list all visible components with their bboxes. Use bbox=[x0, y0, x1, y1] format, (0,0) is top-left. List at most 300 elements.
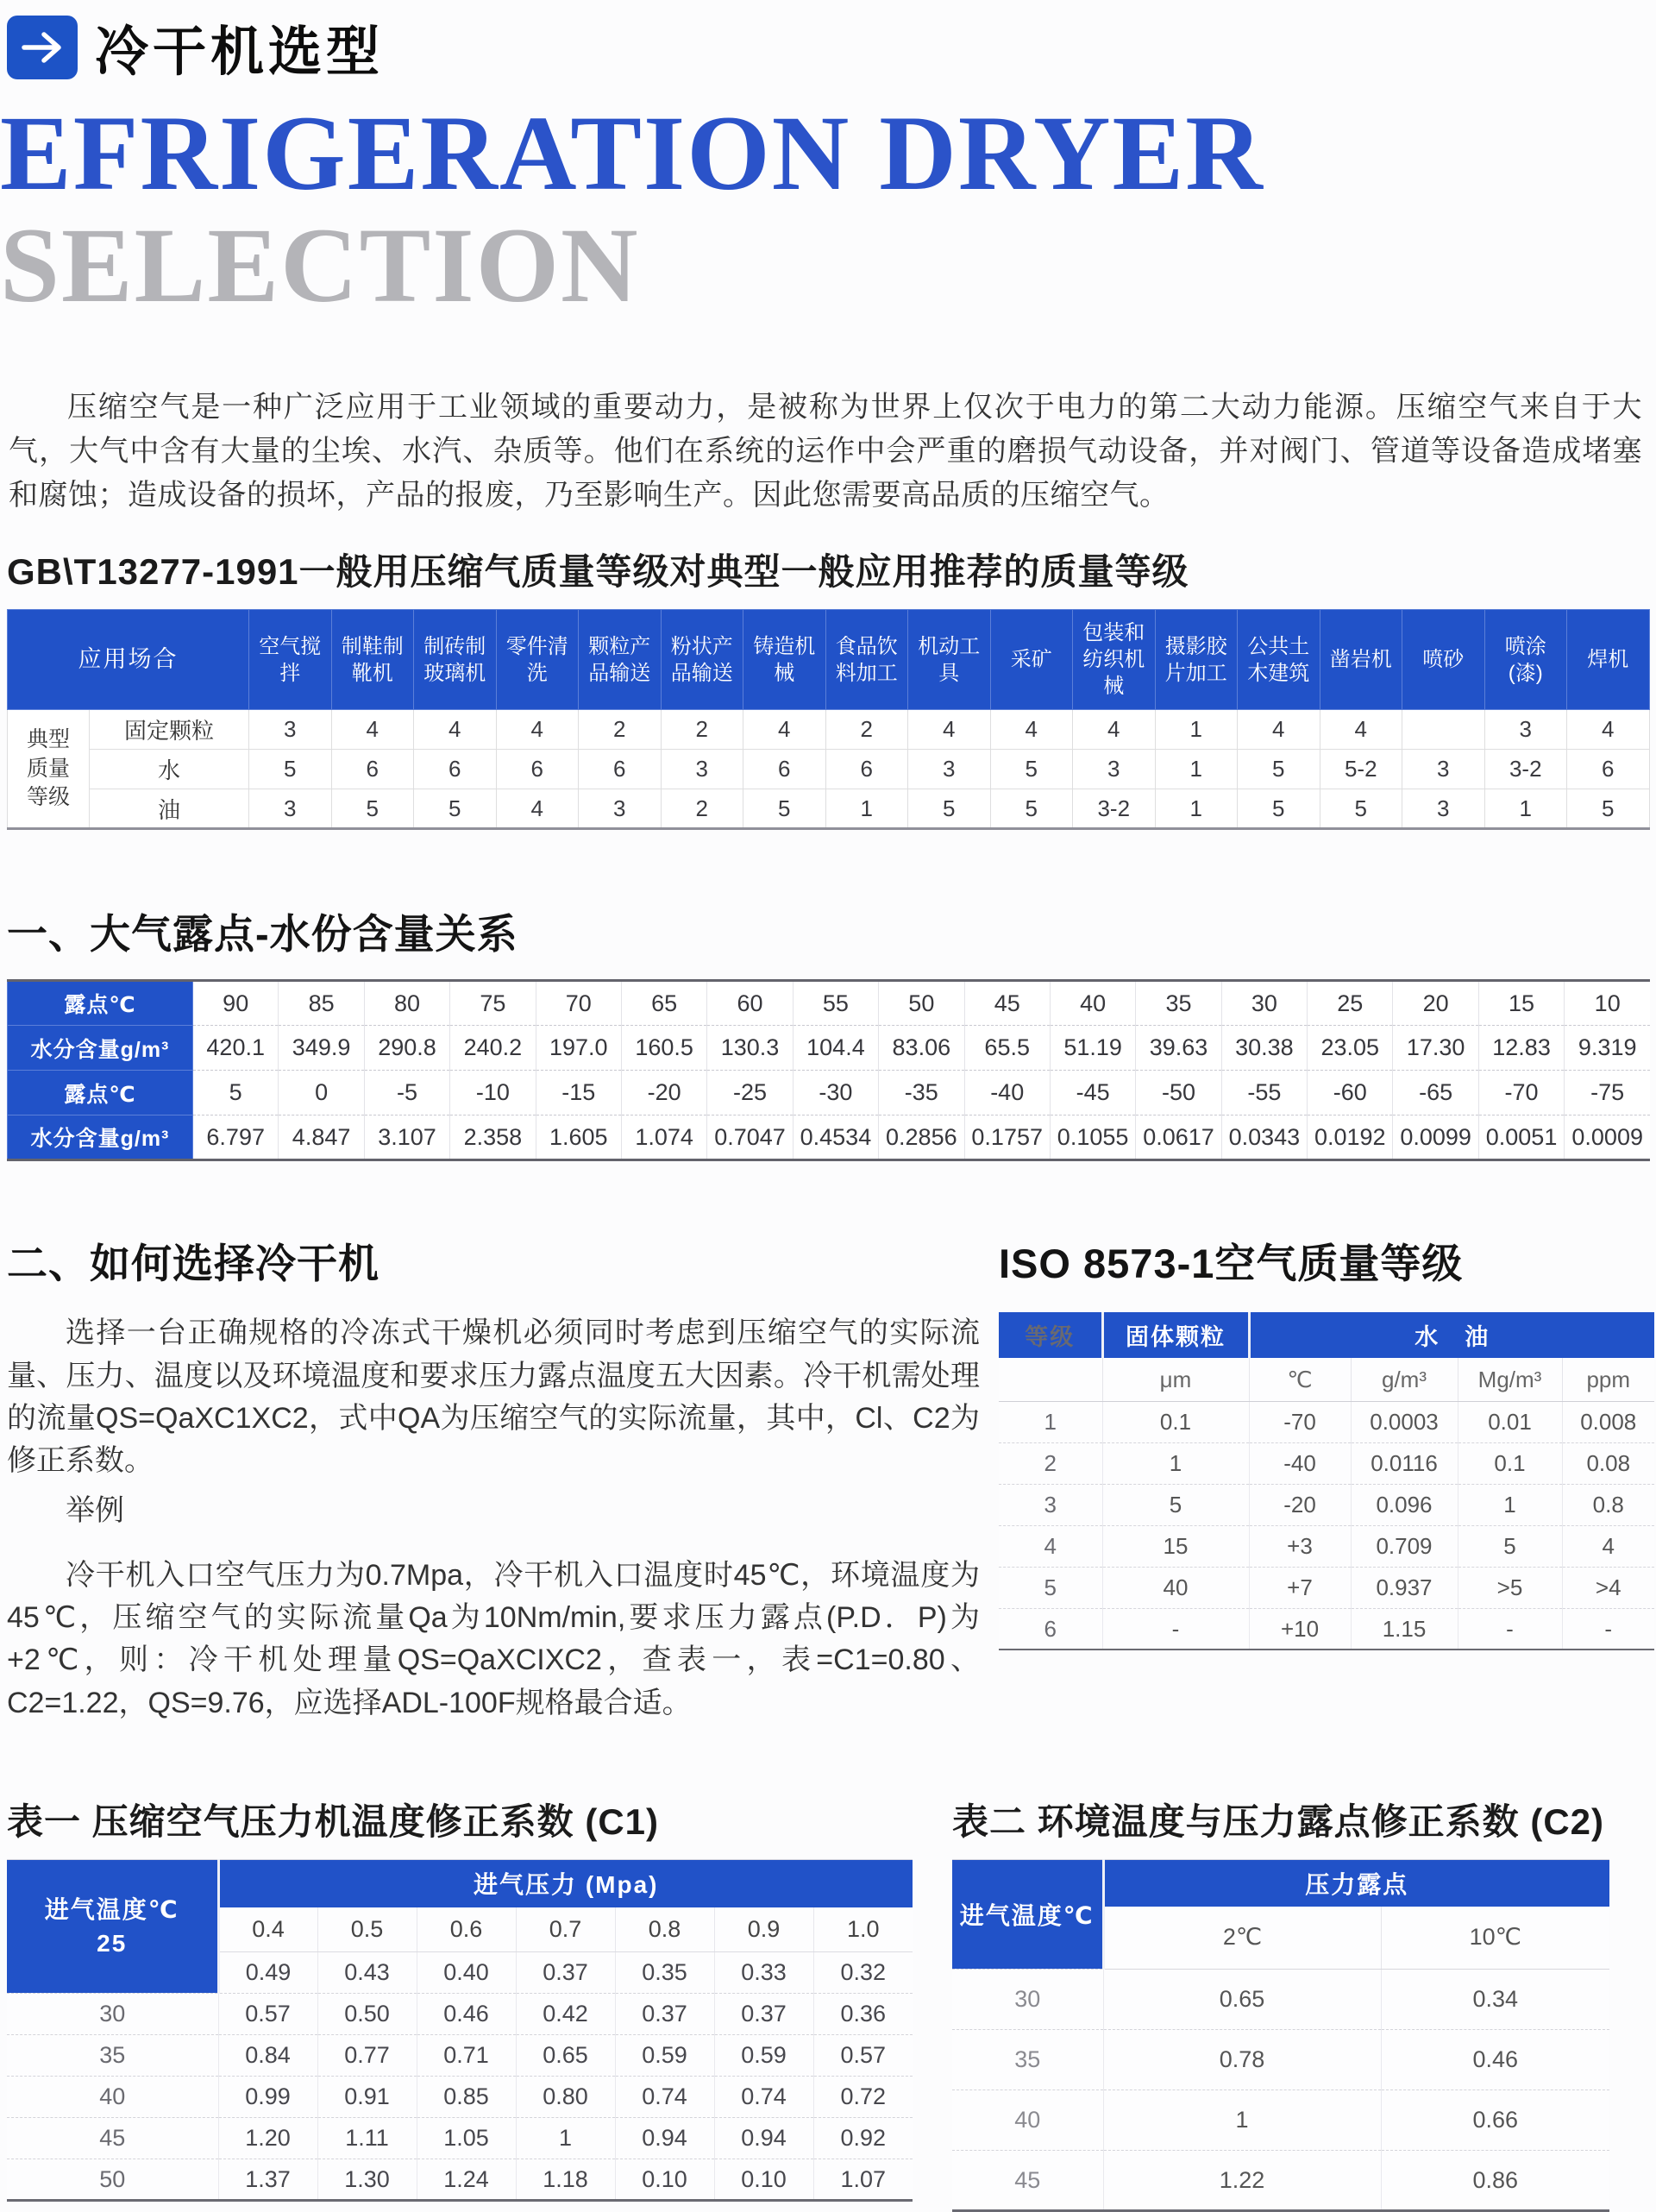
dew-cell: 0.4534 bbox=[793, 1115, 878, 1160]
c1-cell: 1.05 bbox=[417, 2118, 516, 2159]
dew-cell: -35 bbox=[879, 1071, 964, 1115]
c1-data-row bbox=[7, 2159, 913, 2201]
gb-cell: 4 bbox=[331, 710, 414, 750]
dew-cell: 75 bbox=[450, 981, 536, 1026]
c1-cell: 0.37 bbox=[615, 1994, 714, 2035]
c1-cell: 0.74 bbox=[714, 2077, 813, 2118]
gb-cell: 6 bbox=[579, 750, 662, 789]
middle-two-columns bbox=[7, 1232, 1647, 1725]
gb-cell: 5 bbox=[1567, 789, 1650, 829]
gb-cell: 3 bbox=[908, 750, 991, 789]
intro-paragraph: 压缩空气是一种广泛应用于工业领域的重要动力，是被称为世界上仅次于电力的第二大动力能源。压缩空气来自于大气，大气中含有大量的尘埃、水汽、杂质等。他们在系统的运作中会严重的磨损气动设备，并对阀门、管道等设备造成堵塞和腐蚀；造成设备的损坏，产品的报废，乃至影响生产。因此您需要高品质的压缩空气。 bbox=[9, 391, 1642, 512]
section1-title: 一、大气露点-水份含量关系 bbox=[7, 911, 518, 958]
iso-cell: - bbox=[1562, 1608, 1654, 1650]
dew-row-label: 水分含量g/m³ bbox=[8, 1026, 193, 1071]
gb-cell: 4 bbox=[990, 710, 1073, 750]
gb-cell: 5 bbox=[1320, 789, 1402, 829]
c1-corner-line1: 进气温度℃ bbox=[44, 1895, 179, 1923]
dew-cell: 6.797 bbox=[193, 1115, 279, 1160]
gb-cell: 5 bbox=[908, 789, 991, 829]
gb-cell: 6 bbox=[825, 750, 908, 789]
iso-unit-label: ℃ bbox=[1249, 1358, 1351, 1401]
dew-cell: 0.1055 bbox=[1050, 1115, 1135, 1160]
c1-temp-cell: 35 bbox=[7, 2035, 218, 2077]
c1-cell: 0.59 bbox=[714, 2035, 813, 2077]
c1-data-row bbox=[7, 2118, 913, 2159]
dew-cell: 39.63 bbox=[1136, 1026, 1221, 1071]
gb-cell: 3 bbox=[249, 789, 332, 829]
iso-header-row bbox=[999, 1312, 1654, 1358]
dew-row-label: 水分含量g/m³ bbox=[8, 1115, 193, 1160]
gb-column-header: 制鞋制靴机 bbox=[331, 610, 414, 710]
dew-cell: 0.0192 bbox=[1308, 1115, 1393, 1160]
iso-cell: 40 bbox=[1102, 1567, 1249, 1608]
iso-cell: 0.937 bbox=[1351, 1567, 1458, 1608]
dew-cell: 420.1 bbox=[193, 1026, 279, 1071]
gb-column-header: 喷涂(漆) bbox=[1484, 610, 1567, 710]
dew-cell: 0.1757 bbox=[964, 1115, 1050, 1160]
iso-cell: - bbox=[1458, 1608, 1562, 1650]
c2-table-title: 表二 环境温度与压力露点修正系数 (C2) bbox=[952, 1801, 1605, 1843]
dew-cell: 349.9 bbox=[279, 1026, 364, 1071]
c1-corner-cell bbox=[7, 1860, 218, 1994]
c1-cell: 1.07 bbox=[813, 2159, 913, 2201]
gb-cell: 4 bbox=[908, 710, 991, 750]
c1-cell: 0.43 bbox=[317, 1952, 417, 1994]
iso-cell: +10 bbox=[1249, 1608, 1351, 1650]
iso-cell: 0.1 bbox=[1458, 1442, 1562, 1484]
gb-cell: 1 bbox=[1155, 789, 1238, 829]
c2-cell: 0.78 bbox=[1103, 2030, 1381, 2090]
gb-cell: 6 bbox=[414, 750, 497, 789]
c2-temp-cell: 30 bbox=[952, 1970, 1103, 2030]
c2-corner-cell: 进气温度℃ bbox=[952, 1860, 1103, 1970]
c1-data-row bbox=[7, 2077, 913, 2118]
c1-cell: 0.92 bbox=[813, 2118, 913, 2159]
iso-cell: 1 bbox=[999, 1401, 1102, 1442]
iso-units-row bbox=[999, 1358, 1654, 1401]
c1-corner-line2: 25 bbox=[97, 1930, 128, 1957]
gb-cell: 1 bbox=[1484, 789, 1567, 829]
dew-table-row bbox=[8, 1026, 1651, 1071]
iso-cell: >5 bbox=[1458, 1567, 1562, 1608]
c1-cell: 0.50 bbox=[317, 1994, 417, 2035]
arrow-right-icon bbox=[7, 16, 78, 79]
c1-pressure-value: 0.9 bbox=[714, 1907, 813, 1952]
c1-data-row bbox=[7, 1994, 913, 2035]
dew-cell: -5 bbox=[364, 1071, 449, 1115]
dew-cell: 12.83 bbox=[1478, 1026, 1564, 1071]
c2-header-row bbox=[952, 1860, 1609, 1907]
bottom-two-columns bbox=[7, 1794, 1647, 2212]
c1-cell: 0.80 bbox=[516, 2077, 615, 2118]
iso-cell: 0.0116 bbox=[1351, 1442, 1458, 1484]
dew-cell: 85 bbox=[279, 981, 364, 1026]
c1-correction-table bbox=[7, 1859, 913, 2202]
c2-cell: 0.66 bbox=[1381, 2090, 1609, 2151]
c2-data-row bbox=[952, 2090, 1609, 2151]
iso-unit-label: g/m³ bbox=[1351, 1358, 1458, 1401]
gb-column-header: 颗粒产品输送 bbox=[579, 610, 662, 710]
dew-cell: 25 bbox=[1308, 981, 1393, 1026]
iso-unit-blank bbox=[999, 1358, 1102, 1401]
gb-table-title: GB\T13277-1991一般用压缩气质量等级对典型一般应用推荐的质量等级 bbox=[7, 551, 1189, 593]
iso-unit-label: μm bbox=[1102, 1358, 1249, 1401]
dew-cell: 0.0617 bbox=[1136, 1115, 1221, 1160]
c1-header-row bbox=[7, 1860, 913, 1907]
iso-cell: 0.8 bbox=[1562, 1484, 1654, 1525]
iso-cell: 1 bbox=[1458, 1484, 1562, 1525]
c1-cell: 0.46 bbox=[417, 1994, 516, 2035]
section2-title: 二、如何选择冷干机 bbox=[7, 1241, 380, 1287]
iso-column bbox=[999, 1232, 1654, 1725]
gb-column-header: 采矿 bbox=[990, 610, 1073, 710]
gb-column-header: 粉状产品输送 bbox=[661, 610, 743, 710]
iso-cell: -20 bbox=[1249, 1484, 1351, 1525]
gb-table-row bbox=[8, 710, 1650, 750]
gb-cell: 3-2 bbox=[1484, 750, 1567, 789]
c1-cell: 0.57 bbox=[218, 1994, 317, 2035]
iso-cell: -70 bbox=[1249, 1401, 1351, 1442]
dew-cell: 2.358 bbox=[450, 1115, 536, 1160]
gb-row-label: 固定颗粒 bbox=[90, 710, 249, 750]
dew-cell: 83.06 bbox=[879, 1026, 964, 1071]
c1-pressure-value: 0.6 bbox=[417, 1907, 516, 1952]
iso-cell: 5 bbox=[999, 1567, 1102, 1608]
iso-cell: 0.709 bbox=[1351, 1525, 1458, 1567]
c1-cell: 0.74 bbox=[615, 2077, 714, 2118]
iso-cell: 0.096 bbox=[1351, 1484, 1458, 1525]
gb-column-header: 凿岩机 bbox=[1320, 610, 1402, 710]
c2-cell: 0.34 bbox=[1381, 1970, 1609, 2030]
gb-column-header: 机动工具 bbox=[908, 610, 991, 710]
gb-cell: 2 bbox=[661, 789, 743, 829]
c1-cell: 0.77 bbox=[317, 2035, 417, 2077]
c2-cell: 0.46 bbox=[1381, 2030, 1609, 2090]
dew-cell: 4.847 bbox=[279, 1115, 364, 1160]
iso-cell: 0.01 bbox=[1458, 1401, 1562, 1442]
c1-cell: 0.36 bbox=[813, 1994, 913, 2035]
dew-cell: 0.0099 bbox=[1393, 1115, 1478, 1160]
iso-cell: +3 bbox=[1249, 1525, 1351, 1567]
c1-pressure-value: 0.4 bbox=[218, 1907, 317, 1952]
dew-cell: 0.7047 bbox=[707, 1115, 793, 1160]
dew-table-row bbox=[8, 1115, 1651, 1160]
c1-cell: 0.32 bbox=[813, 1952, 913, 1994]
gb-cell: 5 bbox=[249, 750, 332, 789]
iso-cell: 5 bbox=[1102, 1484, 1249, 1525]
iso-cell: >4 bbox=[1562, 1567, 1654, 1608]
gb-row-label: 水 bbox=[90, 750, 249, 789]
c1-pressure-span-header: 进气压力 (Mpa) bbox=[218, 1860, 913, 1907]
iso-cell: 1 bbox=[1102, 1442, 1249, 1484]
iso-data-row bbox=[999, 1442, 1654, 1484]
c2-data-row bbox=[952, 1970, 1609, 2030]
gb-cell: 2 bbox=[579, 710, 662, 750]
page-title: 冷干机选型 bbox=[95, 22, 385, 82]
c1-cell: 0.99 bbox=[218, 2077, 317, 2118]
iso-cell: -40 bbox=[1249, 1442, 1351, 1484]
dew-cell: 9.319 bbox=[1565, 1026, 1650, 1071]
gb-cell: 5 bbox=[990, 750, 1073, 789]
c1-cell: 1.18 bbox=[516, 2159, 615, 2201]
c1-cell: 1.24 bbox=[417, 2159, 516, 2201]
c2-column bbox=[952, 1794, 1647, 2212]
iso-unit-label: ppm bbox=[1562, 1358, 1654, 1401]
example-paragraph: 冷干机入口空气压力为0.7Mpa，冷干机入口温度时45℃，环境温度为45℃，压缩空气的实际流量Qa为10Nm/min,要求压力露点(P.D．P)为+2℃，则：冷干机处理量QS=QaXCIXC2，查表一，表=C1=0.80、C2=1.22，QS=9.76，应选择ADL-100F规格最合适。 bbox=[7, 1558, 980, 1719]
gb-column-header: 空气搅拌 bbox=[249, 610, 332, 710]
dew-cell: 160.5 bbox=[621, 1026, 706, 1071]
c1-cell: 0.94 bbox=[714, 2118, 813, 2159]
dew-cell: -75 bbox=[1565, 1071, 1650, 1115]
gb-cell: 5-2 bbox=[1320, 750, 1402, 789]
c2-temp-cell: 45 bbox=[952, 2151, 1103, 2211]
iso-cell: 15 bbox=[1102, 1525, 1249, 1567]
c1-cell: 0.59 bbox=[615, 2035, 714, 2077]
gb-cell: 3 bbox=[1073, 750, 1156, 789]
dew-point-table bbox=[7, 979, 1650, 1161]
iso-data-row bbox=[999, 1525, 1654, 1567]
dew-cell: 35 bbox=[1136, 981, 1221, 1026]
selection-paragraph: 选择一台正确规格的冷冻式干燥机必须同时考虑到压缩空气的实际流量、压力、温度以及环境温度和要求压力露点温度五大因素。冷干机需处理的流量QS=QaXC1XC2，式中QA为压缩空气的实际流量，其中，Cl、C2为修正系数。 bbox=[7, 1317, 980, 1478]
dew-cell: 30.38 bbox=[1221, 1026, 1307, 1071]
c1-cell: 1.20 bbox=[218, 2118, 317, 2159]
c1-cell: 1.30 bbox=[317, 2159, 417, 2201]
dew-cell: 55 bbox=[793, 981, 878, 1026]
iso-quality-table bbox=[999, 1312, 1654, 1650]
dew-cell: 80 bbox=[364, 981, 449, 1026]
dew-cell: 30 bbox=[1221, 981, 1307, 1026]
iso-cell: 5 bbox=[1458, 1525, 1562, 1567]
c1-pressure-value: 0.5 bbox=[317, 1907, 417, 1952]
iso-solid-header: 固体颗粒 bbox=[1102, 1312, 1249, 1358]
gb-cell: 5 bbox=[1238, 750, 1320, 789]
c1-temp-cell: 30 bbox=[7, 1994, 218, 2035]
c1-cell: 0.42 bbox=[516, 1994, 615, 2035]
dew-cell: 5 bbox=[193, 1071, 279, 1115]
dew-cell: 10 bbox=[1565, 981, 1650, 1026]
c1-cell: 0.37 bbox=[714, 1994, 813, 2035]
dew-cell: -30 bbox=[793, 1071, 878, 1115]
gb-cell: 3-2 bbox=[1073, 789, 1156, 829]
gb-column-header: 食品饮料加工 bbox=[825, 610, 908, 710]
c2-cell: 1 bbox=[1103, 2090, 1381, 2151]
dew-cell: -50 bbox=[1136, 1071, 1221, 1115]
c1-cell: 0.33 bbox=[714, 1952, 813, 1994]
dew-cell: -60 bbox=[1308, 1071, 1393, 1115]
dew-cell: 65.5 bbox=[964, 1026, 1050, 1071]
dew-cell: 3.107 bbox=[364, 1115, 449, 1160]
c1-cell: 0.94 bbox=[615, 2118, 714, 2159]
c2-data-row bbox=[952, 2030, 1609, 2090]
dew-cell: -20 bbox=[621, 1071, 706, 1115]
gb-cell: 4 bbox=[496, 789, 579, 829]
c2-cell: 0.86 bbox=[1381, 2151, 1609, 2211]
iso-water-oil-header: 水 油 bbox=[1249, 1312, 1654, 1358]
gb-cell: 3 bbox=[1402, 789, 1485, 829]
iso-unit-label: Mg/m³ bbox=[1458, 1358, 1562, 1401]
gb-cell: 4 bbox=[1073, 710, 1156, 750]
dew-table-row bbox=[8, 1071, 1651, 1115]
c1-column bbox=[7, 1794, 921, 2212]
dew-cell: 130.3 bbox=[707, 1026, 793, 1071]
dew-cell: 45 bbox=[964, 981, 1050, 1026]
dew-cell: -55 bbox=[1221, 1071, 1307, 1115]
dew-cell: 20 bbox=[1393, 981, 1478, 1026]
dew-table-row bbox=[8, 981, 1651, 1026]
gb-cell: 5 bbox=[331, 789, 414, 829]
gb-cell: 5 bbox=[743, 789, 826, 829]
gb-cell: 1 bbox=[825, 789, 908, 829]
gb-cell: 6 bbox=[496, 750, 579, 789]
dew-cell: 51.19 bbox=[1050, 1026, 1135, 1071]
dew-cell: -25 bbox=[707, 1071, 793, 1115]
c2-data-row bbox=[952, 2151, 1609, 2211]
dew-cell: -65 bbox=[1393, 1071, 1478, 1115]
gb-table-row bbox=[8, 750, 1650, 789]
c2-dewpoint-value: 10℃ bbox=[1381, 1907, 1609, 1970]
gb-cell: 6 bbox=[331, 750, 414, 789]
dew-cell: 0.2856 bbox=[879, 1115, 964, 1160]
gb-cell: 4 bbox=[1238, 710, 1320, 750]
gb-cell: 1 bbox=[1155, 710, 1238, 750]
gb-cell: 4 bbox=[743, 710, 826, 750]
c2-temp-cell: 40 bbox=[952, 2090, 1103, 2151]
dew-cell: 0 bbox=[279, 1071, 364, 1115]
dew-cell: 104.4 bbox=[793, 1026, 878, 1071]
dew-cell: 0.0009 bbox=[1565, 1115, 1650, 1160]
c1-cell: 0.65 bbox=[516, 2035, 615, 2077]
iso-table-title: ISO 8573-1空气质量等级 bbox=[999, 1241, 1464, 1287]
page-header bbox=[7, 9, 1647, 85]
dew-row-label: 露点℃ bbox=[8, 1071, 193, 1115]
gb-cell: 6 bbox=[743, 750, 826, 789]
gb-column-header: 零件清洗 bbox=[496, 610, 579, 710]
c2-cell: 1.22 bbox=[1103, 2151, 1381, 2211]
gb-row-group-label: 典型质量等级 bbox=[8, 710, 90, 829]
c1-pressure-value: 1.0 bbox=[813, 1907, 913, 1952]
gb-column-header: 制砖制玻璃机 bbox=[414, 610, 497, 710]
gb-row-label: 油 bbox=[90, 789, 249, 829]
gb-cell: 4 bbox=[1320, 710, 1402, 750]
gb-cell: 4 bbox=[496, 710, 579, 750]
gb-table bbox=[7, 609, 1650, 830]
gb-column-header: 铸造机械 bbox=[743, 610, 826, 710]
c1-cell: 0.10 bbox=[615, 2159, 714, 2201]
c1-cell: 0.57 bbox=[813, 2035, 913, 2077]
iso-cell: 3 bbox=[999, 1484, 1102, 1525]
iso-cell: 4 bbox=[999, 1525, 1102, 1567]
c1-cell: 0.37 bbox=[516, 1952, 615, 1994]
dew-cell: 240.2 bbox=[450, 1026, 536, 1071]
example-label: 举例 bbox=[66, 1493, 124, 1527]
c1-cell: 0.85 bbox=[417, 2077, 516, 2118]
c1-table-title: 表一 压缩空气压力机温度修正系数 (C1) bbox=[7, 1801, 660, 1843]
gb-cell: 4 bbox=[414, 710, 497, 750]
gb-cell: 5 bbox=[1238, 789, 1320, 829]
gb-cell: 5 bbox=[990, 789, 1073, 829]
iso-data-row bbox=[999, 1484, 1654, 1525]
c1-temp-cell: 45 bbox=[7, 2118, 218, 2159]
gb-corner-header: 应用场合 bbox=[8, 610, 249, 710]
c1-cell: 0.10 bbox=[714, 2159, 813, 2201]
dew-cell: 90 bbox=[193, 981, 279, 1026]
gb-column-header: 包装和纺织机械 bbox=[1073, 610, 1156, 710]
c2-dewpoint-span-header: 压力露点 bbox=[1103, 1860, 1609, 1907]
dew-cell: 17.30 bbox=[1393, 1026, 1478, 1071]
dew-cell: 1.605 bbox=[536, 1115, 621, 1160]
c1-pressure-value: 0.7 bbox=[516, 1907, 615, 1952]
c2-correction-table bbox=[952, 1859, 1609, 2212]
dew-cell: 65 bbox=[621, 981, 706, 1026]
iso-cell: 1.15 bbox=[1351, 1608, 1458, 1650]
dew-row-label: 露点℃ bbox=[8, 981, 193, 1026]
gb-column-header: 喷砂 bbox=[1402, 610, 1485, 710]
gb-cell: 3 bbox=[1484, 710, 1567, 750]
dew-cell: 0.0051 bbox=[1478, 1115, 1564, 1160]
iso-cell: 2 bbox=[999, 1442, 1102, 1484]
selection-guide-column bbox=[7, 1232, 980, 1725]
c1-temp-cell: 40 bbox=[7, 2077, 218, 2118]
c1-cell: 1.37 bbox=[218, 2159, 317, 2201]
gb-column-header: 焊机 bbox=[1567, 610, 1650, 710]
iso-cell: +7 bbox=[1249, 1567, 1351, 1608]
dew-cell: 50 bbox=[879, 981, 964, 1026]
dew-cell: -45 bbox=[1050, 1071, 1135, 1115]
c1-cell: 0.72 bbox=[813, 2077, 913, 2118]
dew-cell: 290.8 bbox=[364, 1026, 449, 1071]
gb-column-header: 摄影胶片加工 bbox=[1155, 610, 1238, 710]
dew-cell: -10 bbox=[450, 1071, 536, 1115]
dew-cell: 15 bbox=[1478, 981, 1564, 1026]
gb-cell: 4 bbox=[1567, 710, 1650, 750]
iso-cell: 0.1 bbox=[1102, 1401, 1249, 1442]
gb-cell: 3 bbox=[1402, 750, 1485, 789]
c1-pressure-value: 0.8 bbox=[615, 1907, 714, 1952]
c1-cell: 0.35 bbox=[615, 1952, 714, 1994]
gb-cell bbox=[1402, 710, 1485, 750]
gb-column-header: 公共土木建筑 bbox=[1238, 610, 1320, 710]
gb-cell: 5 bbox=[414, 789, 497, 829]
iso-data-row bbox=[999, 1567, 1654, 1608]
c1-cell: 0.91 bbox=[317, 2077, 417, 2118]
c1-temp-cell: 50 bbox=[7, 2159, 218, 2201]
gb-cell: 3 bbox=[249, 710, 332, 750]
gb-cell: 2 bbox=[825, 710, 908, 750]
iso-cell: 0.08 bbox=[1562, 1442, 1654, 1484]
dew-cell: 197.0 bbox=[536, 1026, 621, 1071]
c1-cell: 0.71 bbox=[417, 2035, 516, 2077]
dew-cell: -70 bbox=[1478, 1071, 1564, 1115]
dew-cell: 1.074 bbox=[621, 1115, 706, 1160]
iso-cell: 4 bbox=[1562, 1525, 1654, 1567]
gb-table-row bbox=[8, 789, 1650, 829]
dew-cell: 23.05 bbox=[1308, 1026, 1393, 1071]
dew-cell: -15 bbox=[536, 1071, 621, 1115]
c1-cell: 1 bbox=[516, 2118, 615, 2159]
gb-cell: 6 bbox=[1567, 750, 1650, 789]
gb-cell: 1 bbox=[1155, 750, 1238, 789]
c1-data-row bbox=[7, 2035, 913, 2077]
iso-cell: 0.0003 bbox=[1351, 1401, 1458, 1442]
gb-cell: 2 bbox=[661, 710, 743, 750]
dew-cell: 60 bbox=[707, 981, 793, 1026]
c1-cell: 0.40 bbox=[417, 1952, 516, 1994]
iso-cell: 6 bbox=[999, 1608, 1102, 1650]
big-title-en: EFRIGERATION DRYER bbox=[0, 94, 1264, 212]
gb-cell: 3 bbox=[579, 789, 662, 829]
iso-data-row bbox=[999, 1401, 1654, 1442]
